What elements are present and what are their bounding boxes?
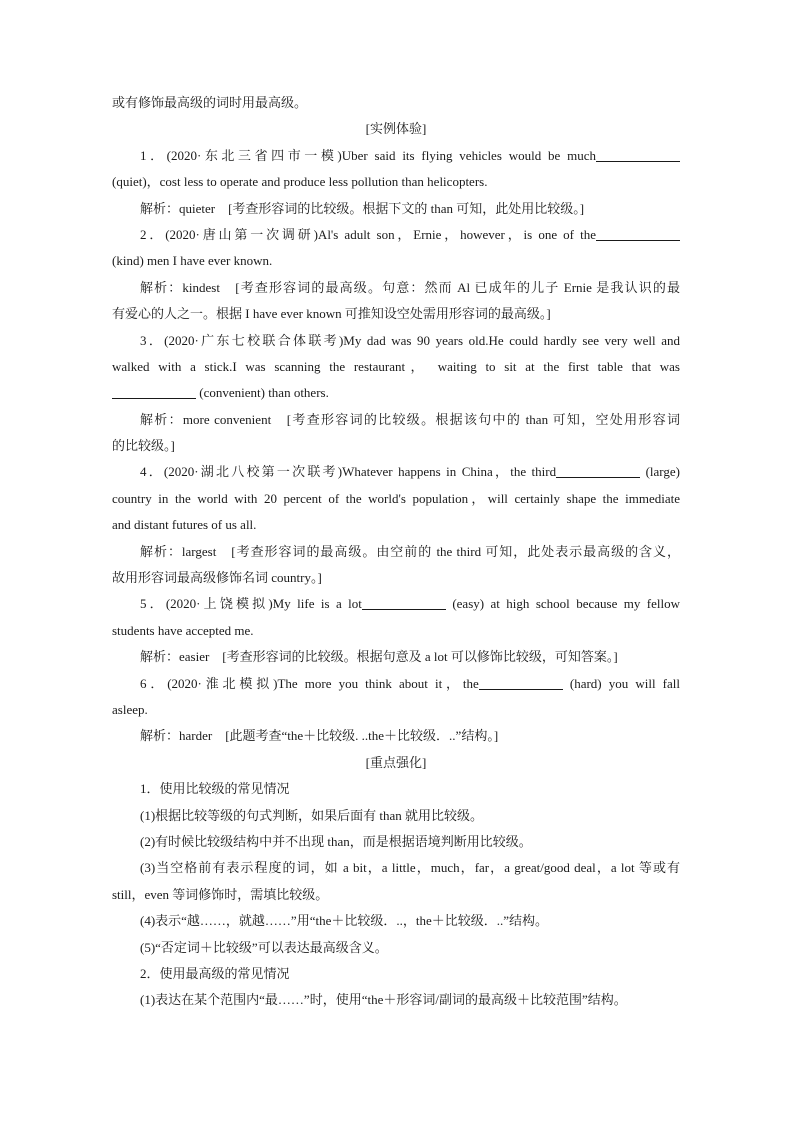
- text-line: [112, 987, 680, 1013]
- text-line: [112, 671, 680, 697]
- line-text: 解析：easier [考查形容词的比较级。根据句意及 a lot 可以修饰比较级，可知答案。]: [140, 649, 618, 665]
- text-line: [112, 275, 680, 301]
- answer-blank: [362, 595, 446, 610]
- document-body: [112, 90, 680, 1014]
- text-line: [112, 829, 680, 855]
- line-text: 的比较级。]: [112, 438, 175, 454]
- text-line: [112, 618, 680, 644]
- text-line: [112, 697, 680, 723]
- line-text: 3．(2020·广东七校联合体联考)My dad was 90 years old.He could hardly see very well and: [140, 332, 680, 348]
- line-text: (1)表达在某个范围内“最……”时，使用“the＋形容词/副词的最高级＋比较范围”结构。: [140, 992, 627, 1008]
- text-line: [112, 512, 680, 538]
- text-line: [112, 565, 680, 591]
- line-text: students have accepted me.: [112, 622, 254, 638]
- line-text-after-blank: (convenient) than others.: [196, 385, 329, 401]
- text-line: [112, 803, 680, 829]
- text-line: [112, 486, 680, 512]
- text-line: [112, 855, 680, 881]
- line-text: [实例体验]: [365, 121, 427, 137]
- line-text: walked with a stick.I was scanning the restaurant， waiting to sit at the first table that was: [112, 358, 680, 374]
- text-line: [112, 380, 680, 406]
- line-text: (2)有时候比较级结构中并不出现 than，而是根据语境判断用比较级。: [140, 833, 532, 849]
- line-text: still，even 等词修饰时，需填比较级。: [112, 886, 329, 902]
- text-line: [112, 882, 680, 908]
- line-text: [重点强化]: [365, 754, 427, 770]
- line-text: and distant futures of us all.: [112, 517, 257, 533]
- line-text: 1．使用比较级的常见情况: [140, 781, 290, 797]
- text-line: [112, 776, 680, 802]
- line-text: (4)表示“越……，就越……”用“the＋比较级．..，the＋比较级．..”结构。: [140, 913, 549, 929]
- line-text: 解析：largest [考查形容词的最高级。由空前的 the third 可知，此处表示最高级的含义，: [140, 543, 680, 559]
- line-text: (quiet)，cost less to operate and produce less pollution than helicopters.: [112, 174, 488, 190]
- line-text: 5．(2020·上饶模拟)My life is a lot: [140, 596, 362, 612]
- line-text: 解析：kindest [考查形容词的最高级。句意：然而 Al 已成年的儿子 Ernie 是我认识的最: [140, 279, 680, 295]
- text-line: [112, 723, 680, 749]
- line-text: 1．(2020·东北三省四市一模)Uber said its flying vehicles would be much: [140, 147, 596, 163]
- line-text-after-blank: (hard) you will fall: [562, 675, 680, 691]
- line-text-after-blank: (large): [640, 464, 680, 480]
- line-text: 或有修饰最高级的词时用最高级。: [112, 95, 308, 110]
- answer-blank: [112, 384, 196, 399]
- text-line: [112, 169, 680, 195]
- line-text: (1)根据比较等级的句式判断，如果后面有 than 就用比较级。: [140, 807, 484, 823]
- line-text: 有爱心的人之一。根据 I have ever known 可推知设空处需用形容词的最高级。]: [112, 306, 551, 322]
- text-line: [112, 222, 680, 248]
- line-text: 4．(2020·湖北八校第一次联考)Whatever happens in China，the third: [140, 464, 557, 480]
- line-text: 2．使用最高级的常见情况: [140, 965, 290, 981]
- text-line: [112, 354, 680, 380]
- text-line: [112, 750, 680, 776]
- text-line: [112, 961, 680, 987]
- answer-blank: [556, 463, 640, 478]
- line-text: (5)“否定词＋比较级”可以表达最高级含义。: [140, 939, 388, 955]
- line-text: 2．(2020·唐山第一次调研)Al's adult son，Ernie，however，is one of the: [140, 226, 596, 242]
- line-text: 故用形容词最高级修饰名词 country。]: [112, 570, 322, 586]
- text-line: [112, 143, 680, 169]
- answer-blank: [596, 226, 680, 241]
- text-line: [112, 328, 680, 354]
- text-line: [112, 644, 680, 670]
- text-line: [112, 248, 680, 274]
- text-line: [112, 90, 680, 116]
- text-line: [112, 196, 680, 222]
- text-line: [112, 407, 680, 433]
- line-text: asleep.: [112, 701, 148, 717]
- text-line: [112, 459, 680, 485]
- answer-blank: [479, 675, 563, 690]
- line-text: 解析：quieter [考查形容词的比较级。根据下文的 than 可知，此处用比较级。]: [140, 200, 585, 216]
- line-text: 解析：more convenient [考查形容词的比较级。根据该句中的 than 可知，空处用形容词: [140, 411, 680, 427]
- line-text: country in the world with 20 percent of the world's population，will certainly shape the immediate: [112, 490, 680, 506]
- text-line: [112, 591, 680, 617]
- answer-blank: [596, 147, 680, 162]
- text-line: [112, 433, 680, 459]
- text-line: [112, 935, 680, 961]
- line-text: (kind) men I have ever known.: [112, 253, 273, 269]
- line-text: 解析：harder [此题考查“the＋比较级. ..the＋比较级．..”结构。]: [140, 728, 499, 744]
- text-line: [112, 301, 680, 327]
- line-text: (3)当空格前有表示程度的词，如 a bit，a little，much，far，a great/good deal，a lot 等或有: [140, 860, 680, 876]
- text-line: [112, 116, 680, 142]
- line-text-after-blank: (easy) at high school because my fellow: [445, 596, 680, 612]
- text-line: [112, 539, 680, 565]
- line-text: 6．(2020·淮北模拟)The more you think about it，the: [140, 675, 479, 691]
- text-line: [112, 908, 680, 934]
